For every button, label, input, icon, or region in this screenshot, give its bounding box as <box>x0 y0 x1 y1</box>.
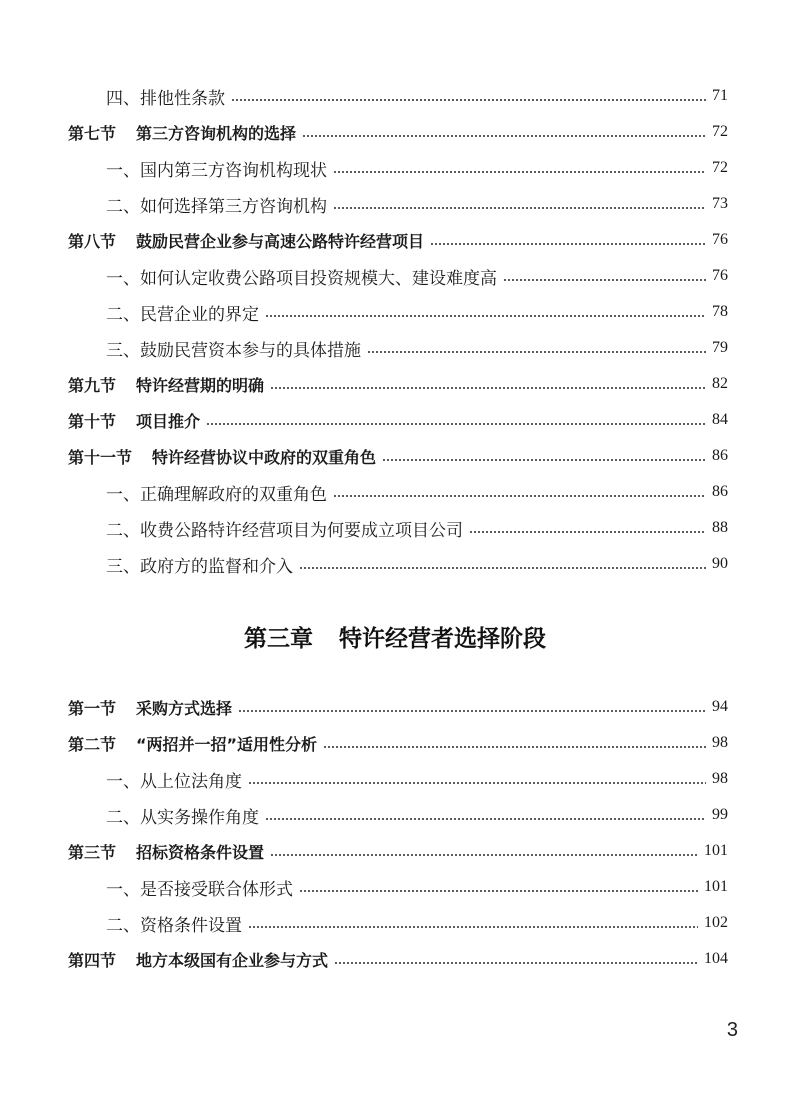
section-title: 项目推介 <box>136 411 201 431</box>
toc-page-number: 101 <box>704 842 728 859</box>
toc-entry-label <box>0 373 270 396</box>
toc-page-number: 99 <box>712 806 728 823</box>
dot-leader <box>469 531 706 533</box>
toc-entry-label: 一、正确理解政府的双重角色 <box>106 484 327 505</box>
toc-item-entry <box>0 514 790 542</box>
toc-item-entry <box>0 334 790 362</box>
toc-entry-label: 四、排他性条款 <box>106 88 225 109</box>
toc-page-number: 104 <box>704 950 728 967</box>
toc-section-entry <box>0 370 790 398</box>
section-number: 第一节 <box>68 698 117 718</box>
dot-leader <box>503 279 706 281</box>
toc-section-entry <box>0 442 790 470</box>
dot-leader <box>206 423 706 425</box>
toc-entry-label <box>0 445 382 468</box>
section-title: “两招并一招”适用性分析 <box>136 734 318 754</box>
dot-leader <box>430 243 706 245</box>
dot-leader <box>248 926 698 928</box>
toc-entry-label: 二、收费公路特许经营项目为何要成立项目公司 <box>106 520 463 541</box>
toc-entry-label <box>0 732 323 755</box>
dot-leader <box>270 387 706 389</box>
toc-page-number: 94 <box>712 698 728 715</box>
toc-item-entry <box>0 82 790 110</box>
toc-item-entry <box>0 478 790 506</box>
toc-item-entry <box>0 873 790 901</box>
toc-entry-label: 一、国内第三方咨询机构现状 <box>106 160 327 181</box>
toc-entry-label: 一、从上位法角度 <box>106 771 242 792</box>
chapter-heading <box>0 620 790 653</box>
toc-entry-label: 三、政府方的监督和介入 <box>106 556 293 577</box>
dot-leader <box>302 135 706 137</box>
toc-item-entry <box>0 909 790 937</box>
section-title: 地方本级国有企业参与方式 <box>136 950 329 970</box>
toc-page-number: 78 <box>712 303 728 320</box>
dot-leader <box>333 207 706 209</box>
dot-leader <box>270 854 698 856</box>
toc-page-number: 73 <box>712 195 728 212</box>
toc-page-number: 101 <box>704 878 728 895</box>
toc-page-number: 72 <box>712 159 728 176</box>
dot-leader <box>299 567 706 569</box>
toc-page-number: 82 <box>712 375 728 392</box>
toc-section-entry <box>0 406 790 434</box>
toc-entry-label <box>0 840 270 863</box>
toc-item-entry <box>0 801 790 829</box>
dot-leader <box>333 495 706 497</box>
section-title: 特许经营协议中政府的双重角色 <box>152 447 377 467</box>
toc-entry-label <box>0 696 238 719</box>
section-title: 第三方咨询机构的选择 <box>136 123 297 143</box>
toc-page-number: 72 <box>712 123 728 140</box>
toc-entry-label: 二、从实务操作角度 <box>106 807 259 828</box>
dot-leader <box>367 351 706 353</box>
toc-item-entry <box>0 298 790 326</box>
toc-entry-label <box>0 409 206 432</box>
section-number: 第八节 <box>68 231 117 251</box>
dot-leader <box>238 710 706 712</box>
section-title: 招标资格条件设置 <box>136 842 265 862</box>
page-number: 3 <box>726 1019 738 1041</box>
dot-leader <box>382 459 706 461</box>
toc-item-entry <box>0 154 790 182</box>
toc-section-entry <box>0 945 790 973</box>
chapter-number: 第三章 <box>244 626 313 652</box>
toc-item-entry <box>0 765 790 793</box>
dot-leader <box>231 99 706 101</box>
section-number: 第十一节 <box>68 447 133 467</box>
dot-leader <box>333 171 706 173</box>
section-title: 特许经营期的明确 <box>136 375 265 395</box>
toc-section-entry <box>0 837 790 865</box>
toc-page-number: 102 <box>704 914 728 931</box>
dot-leader <box>265 818 706 820</box>
toc-entry-label: 一、如何认定收费公路项目投资规模大、建设难度高 <box>106 268 497 289</box>
toc-entry-label: 二、民营企业的界定 <box>106 304 259 325</box>
toc-page-number: 71 <box>712 87 728 104</box>
toc-entry-label: 一、是否接受联合体形式 <box>106 879 293 900</box>
toc-item-entry <box>0 190 790 218</box>
toc-page-number: 86 <box>712 483 728 500</box>
toc-page-number: 84 <box>712 411 728 428</box>
section-number: 第三节 <box>68 842 117 862</box>
chapter-title: 特许经营者选择阶段 <box>339 626 546 652</box>
toc-section-entry <box>0 693 790 721</box>
section-number: 第十节 <box>68 411 117 431</box>
toc-entry-label: 二、资格条件设置 <box>106 915 242 936</box>
toc-entry-label <box>0 948 334 971</box>
toc-item-entry <box>0 550 790 578</box>
section-number: 第二节 <box>68 734 117 754</box>
toc-page-number: 98 <box>712 770 728 787</box>
toc-page-number: 98 <box>712 734 728 751</box>
section-number: 第四节 <box>68 950 117 970</box>
section-title: 鼓励民营企业参与高速公路特许经营项目 <box>136 231 425 251</box>
dot-leader <box>265 315 706 317</box>
toc-page-number: 88 <box>712 519 728 536</box>
dot-leader <box>299 890 698 892</box>
dot-leader <box>334 962 698 964</box>
section-number: 第七节 <box>68 123 117 143</box>
toc-page-number: 90 <box>712 555 728 572</box>
section-title: 采购方式选择 <box>136 698 233 718</box>
toc-page-number: 86 <box>712 447 728 464</box>
toc-entry-label: 二、如何选择第三方咨询机构 <box>106 196 327 217</box>
toc-entry-label <box>0 121 302 144</box>
toc-entry-label <box>0 229 430 252</box>
toc-section-entry <box>0 226 790 254</box>
toc-page-number: 76 <box>712 231 728 248</box>
toc-item-entry <box>0 262 790 290</box>
toc-section-entry <box>0 729 790 757</box>
toc-page-number: 79 <box>712 339 728 356</box>
section-number: 第九节 <box>68 375 117 395</box>
toc-page-number: 76 <box>712 267 728 284</box>
dot-leader <box>248 782 706 784</box>
dot-leader <box>323 746 706 748</box>
toc-entry-label: 三、鼓励民营资本参与的具体措施 <box>106 340 361 361</box>
toc-section-entry <box>0 118 790 146</box>
